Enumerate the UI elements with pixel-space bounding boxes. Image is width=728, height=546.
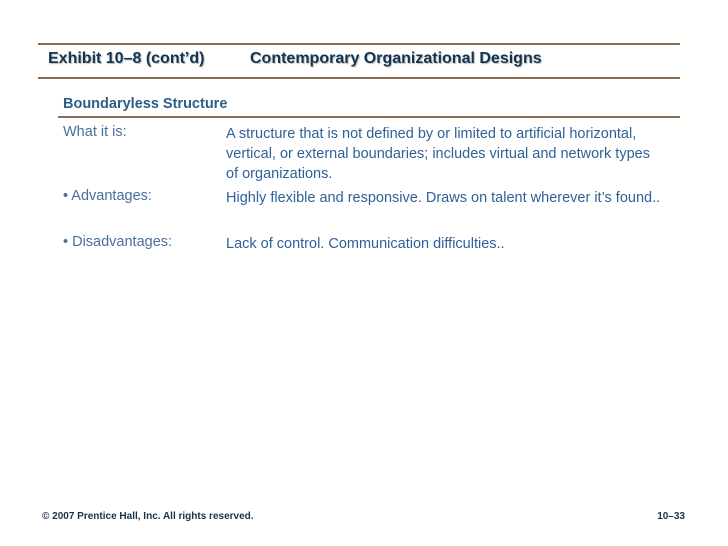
row-text-advantages: Highly flexible and responsive. Draws on talent wherever it’s found.. [226, 190, 661, 206]
header-divider [38, 77, 680, 79]
row-label-advantages: • Advantages: [63, 188, 152, 204]
top-divider [38, 43, 680, 45]
page-title: Contemporary Organizational Designs [250, 50, 542, 67]
row-text-what-it-is: A structure that is not defined by or limited to artificial horizontal, vertical, or external boundaries; includes virtual and network types of organizations. [226, 126, 650, 182]
exhibit-header [48, 50, 542, 68]
row-text-disadvantages: Lack of control. Communication difficulties.. [226, 236, 505, 252]
page-number: 10–33 [657, 511, 685, 522]
exhibit-label: Exhibit 10–8 (cont’d) [48, 50, 205, 67]
copyright-footer: © 2007 Prentice Hall, Inc. All rights reserved. [42, 511, 254, 522]
row-label-disadvantages: • Disadvantages: [63, 234, 173, 250]
section-divider [58, 116, 680, 118]
section-heading: Boundaryless Structure [63, 96, 228, 112]
row-label-what-it-is: What it is: [63, 124, 127, 140]
